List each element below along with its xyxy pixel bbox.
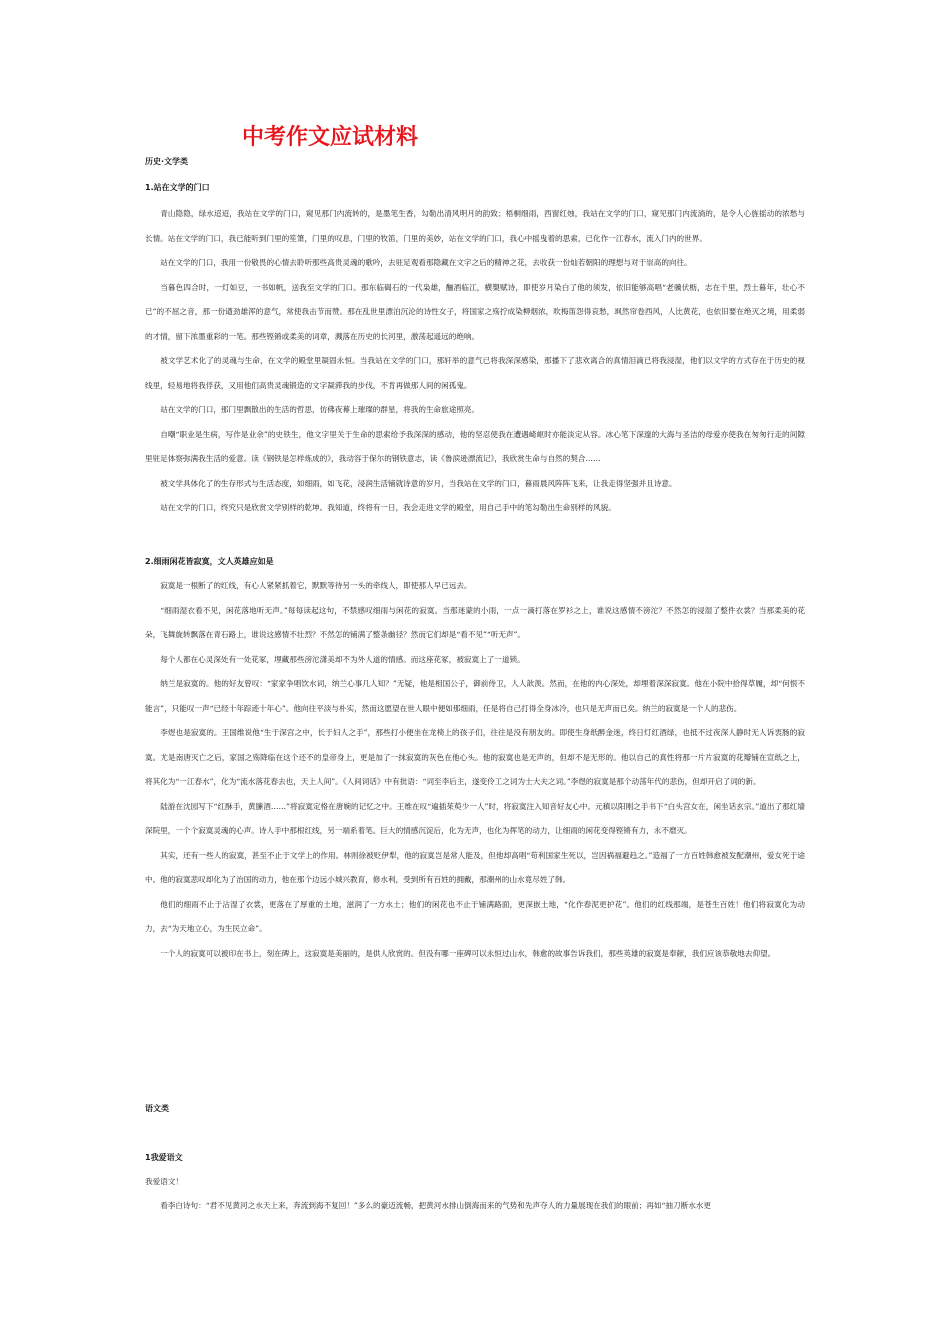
article-heading-3: 1我爱语文 <box>145 1153 183 1162</box>
article-2-body <box>145 574 805 966</box>
paragraph: 纳兰是寂寞的。他的好友曾叹：“家家争唱饮水词，纳兰心事几人知？”无疑，他是相国公子，御前侍卫，人人歆羡。然而，在他的内心深处，却埋着深深寂寞。他在小院中拾得草履，却“何恨不能言”，只能叹一声“已经十年踪迹十年心”。他向往平淡与朴实，然而这愿望在世人眼中便如那细雨，任是将自己打得全身冰冷，也只是无声而已矣。纳兰的寂寞是一个人的悲伤。 <box>145 679 805 713</box>
section-heading-history-literature: 历史·文学类 <box>145 157 189 166</box>
section-heading-chinese: 语文类 <box>145 1104 169 1113</box>
paragraph: 站在文学的门口，那门里飘散出的生活的哲思，仿佛夜幕上璀璨的群星，将我的生命旅途照亮。 <box>160 405 480 414</box>
paragraph: 寂寞是一根断了的红线，有心人紧紧抓着它，默默等待另一头的牵线人，即使那人早已远去。 <box>160 581 472 590</box>
paragraph: 站在文学的门口，终究只是欣赏文学别样的乾坤。我知道，终将有一日，我会走进文学的殿堂，用自己手中的笔勾勒出生命别样的风貌。 <box>160 503 616 512</box>
paragraph: 青山隐隐，绿水迢迢，我站在文学的门口，窥见那门内流转的，是墨笔生香，勾勒出清风明月的韵致；梧桐细雨，西窗红烛，我站在文学的门口，窥见那门内流淌的，是令人心旌摇动的浓愁与长情。站在文学的门口，我已能听到门里的笙箫，门里的叹息，门里的牧笛，门里的美妙，站在文学的门口，我心中摇曳着的思索，已化作一江春水，流入门内的世界。 <box>145 209 805 243</box>
paragraph: 李煜也是寂寞的。王国维说他“生于深宫之中，长于妇人之手”，那些打小便坐在龙椅上的孩子们，往往是没有朋友的。即使生身纸醉金迷，终日灯红酒绿，也抵不过夜深人静时无人诉衷肠的寂寞。尤是南唐灭亡之后，家国之殇降临在这个还不的皇帝身上，更是加了一抹寂寞的灰色在他心头。他的寂寞也是无声的，但却不是无形的。他以自己的真性将那一片片寂寞的花瓣铺在宣纸之上，将其化为“一江春水”，化为“流水落花春去也，天上人间”。《人间词话》中有批语：“词至李后主，遂变伶工之词为士大夫之词。”李煜的寂寞是那个动荡年代的悲伤，但却开启了词的新。 <box>145 728 805 786</box>
document-title: 中考作文应试材料 <box>241 125 418 150</box>
article-3-opening: 我爱语文！ <box>145 1177 183 1186</box>
paragraph: 当暮色四合时，一灯如豆，一书如帆，送我至文学的门口。那东临碣石的一代枭雄，酾酒临江，横槊赋诗，即使岁月染白了他的须发，依旧能够高唱“老骥伏枥，志在千里，烈士暮年，壮心不已”的不屈之音，那一份遒劲雄浑的意气，常使我击节而赞。那在乱世里漂泊沉沦的诗性女子，将国家之殇拧成染柳烟浓，吹梅笛怨得哀愁，飒然帘卷西风，人比黄花，也依旧要在绝灭之境，用柔弱的才情，留下浓墨重彩的一笔。那些铿锵或柔美的词章，溅落在历史的长河里，激荡起遥远的绝响。 <box>145 282 805 341</box>
paragraph: 看李白诗句：“君不见黄河之水天上来，奔流到海不复回！”多么的豪迈流畅，把黄河水排山倒海而来的气势和先声夺人的力量展现在我们的眼前；再如“抽刀断水水更 <box>160 1201 711 1210</box>
paragraph: 被文学具体化了的生存形式与生活态度，如细雨，如飞花，浸润生活铺就诗意的岁月，当我站在文学的门口，暮雨晨风阵阵飞来，让我走得坚强并且诗意。 <box>160 478 677 488</box>
article-heading-1: 1.站在文学的门口 <box>145 183 210 192</box>
paragraph: 陆游在沈园写下“红酥手，黄縢酒……”将寂寞定格在唐婉的记忆之中。王维在叹“遍插茱萸少一人”时，将寂寞注入知音好友心中。元稹以阳刚之手书下“白头宫女在，闲坐话玄宗。”道出了那红墙深院里，一个个寂寞灵魂的心声。诗人手中那根红线，另一端系着笔。巨大的情感沉淀后，化为无声，也化为挥笔的动力，让细雨的闲花变得铿锵有力，永不磨灭。 <box>145 801 805 835</box>
paragraph: 被文学艺术化了的灵魂与生命，在文学的殿堂里凝固永恒。当我站在文学的门口，那轩举的意气已将我深深感染，那播下了悲欢离合的真情泪滴已将我浸湿，他们以文学的方式存在于历史的视线里，轻易地将我俘获，又用他们高贵灵魂锻造的文字凝滞我的步伐，不肯再做那人间的闲孤鬼。 <box>145 356 805 390</box>
paragraph: 自嘲“职业是生病，写作是业余”的史铁生，他文字里关于生命的思索给予我深深的感动，他的坚忍使我在遭遇崎岖时亦能淡定从容。冰心笔下深邃的大海与圣洁的母爱亦使我在匆匆行走的间隙里驻足体察弥满我生活的爱意。读《钢铁是怎样炼成的》，我动容于保尔的钢铁意志，读《鲁滨逊漂流记》，我欣赏生命与自然的契合…… <box>145 429 805 463</box>
paragraph: “细雨湿衣看不见，闲花落地听无声。”每每读起这句，不禁感叹细雨与闲花的寂寞。当那迷蒙的小雨，一点一滴打落在罗衫之上，谁说这感情不滂沱？不然怎的浸湿了整件衣裳？当那柔美的花朵，飞舞旋转飘落在青石路上，谁说这感情不壮烈？不然怎的铺满了整条幽径？然而它们却是“看不见”“听无声”。 <box>145 605 805 639</box>
paragraph: 一个人的寂寞可以被印在书上，刻在碑上，这寂寞是美丽的，是供人欣赏的。但没有哪一座碑可以永恒过山水，韩愈的故事告诉我们，那些英雄的寂寞是奉献，我们应该恭敬地去仰望。 <box>160 948 776 958</box>
paragraph: 他们的细雨不止于沾湿了衣裳，更落在了厚重的土地，滋润了一方水土；他们的闲花也不止于铺满路面，更深嵌土地，“化作春泥更护花”。他们的红线那端，是苍生百姓！他们将寂寞化为动力，去“为天地立心，为生民立命”。 <box>145 899 805 933</box>
article-1-body <box>145 202 805 521</box>
paragraph: 其实，还有一些人的寂寞，甚至不止于文学上的作用。林则徐被贬伊犁，他的寂寞岂是常人能及，但他却高唱“苟利国家生死以，岂因祸福避趋之。”造福了一方百姓韩愈被发配潮州，爱女死于途中。他的寂寞悲叹却化为了治国的动力，他在那个边远小城兴教育，修水利，受到所有百姓的拥戴，那潮州的山水竟尽姓了韩。 <box>145 850 805 884</box>
paragraph: 站在文学的门口，我用一份敬畏的心情去聆听那些高贵灵魂的歌吟，去驻足观看那隐藏在文字之后的精神之花，去收获一份灿若朝阳的理想与对于崇高的向往。 <box>160 258 692 267</box>
paragraph: 每个人都在心灵深处有一处花冢，埋藏那些滂沱潇美却不为外人道的情感。而这座花冢，被寂寞上了一道锁。 <box>160 654 525 664</box>
article-heading-2: 2.细雨闲花皆寂寞，文人英雄应如是 <box>145 557 274 566</box>
article-3-body <box>145 1194 805 1219</box>
